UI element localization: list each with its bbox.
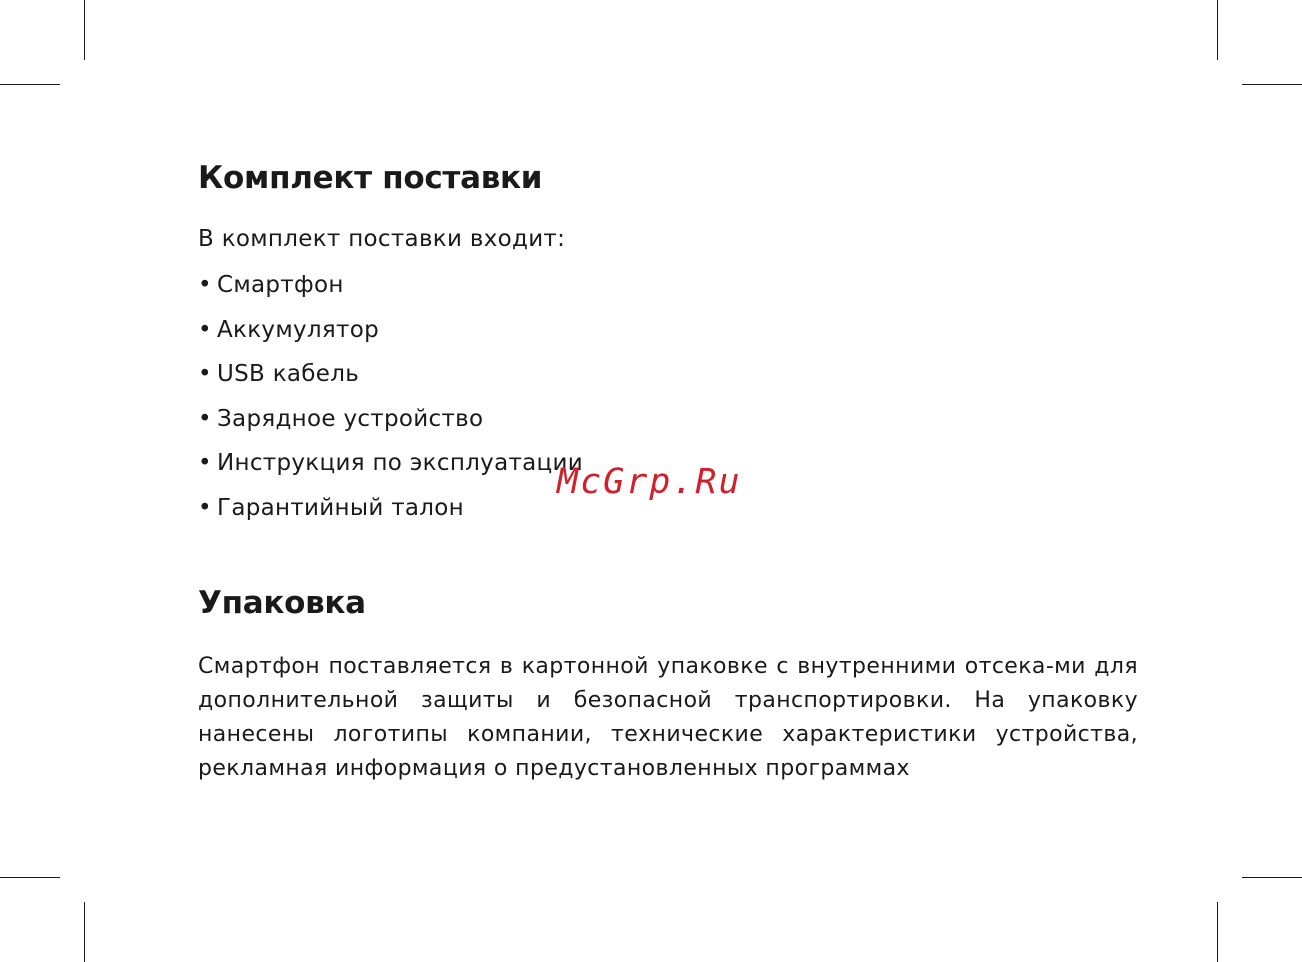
crop-mark-bottom-left-horizontal (0, 877, 60, 878)
crop-mark-bottom-right-horizontal (1242, 877, 1302, 878)
contents-heading: Комплект поставки (198, 160, 543, 196)
bullet: • (198, 494, 212, 521)
list-item (198, 446, 583, 491)
list-item (198, 491, 583, 536)
crop-mark-bottom-right-vertical (1217, 902, 1218, 962)
contents-intro: В комплект поставки входит: (198, 226, 566, 252)
list-item-label: Гарантийный талон (217, 494, 465, 521)
list-item-label: Инструкция по эксплуатации (217, 450, 584, 477)
crop-mark-top-right-vertical (1217, 0, 1218, 60)
list-item-label: Зарядное устройство (217, 405, 484, 432)
packaging-paragraph: Смартфон поставляется в картонной упаковке с внутренними отсека-ми для дополнительной защиты и безопасной транспортировки. На упаковку нанесены логотипы компании, технические характеристики устройства, рекламная информация о предустановленных программах (198, 654, 1138, 781)
crop-mark-bottom-left-vertical (84, 902, 85, 962)
list-item (198, 402, 583, 447)
packaging-heading: Упаковка (198, 585, 366, 621)
bullet: • (198, 272, 212, 298)
bullet: • (198, 450, 212, 477)
watermark-text: McGrp.Ru (557, 462, 742, 502)
crop-mark-top-left-vertical (84, 0, 85, 60)
list-item (198, 268, 583, 313)
list-item (198, 357, 583, 402)
bullet: • (198, 361, 212, 388)
list-item-label: Смартфон (217, 272, 344, 298)
crop-mark-top-right-horizontal (1242, 84, 1302, 85)
list-item (198, 313, 583, 358)
bullet: • (198, 405, 212, 432)
list-item-label: USB кабель (217, 361, 360, 388)
bullet: • (198, 316, 212, 343)
crop-mark-top-left-horizontal (0, 84, 60, 85)
list-item-label: Аккумулятор (217, 316, 379, 343)
contents-list (198, 268, 583, 536)
